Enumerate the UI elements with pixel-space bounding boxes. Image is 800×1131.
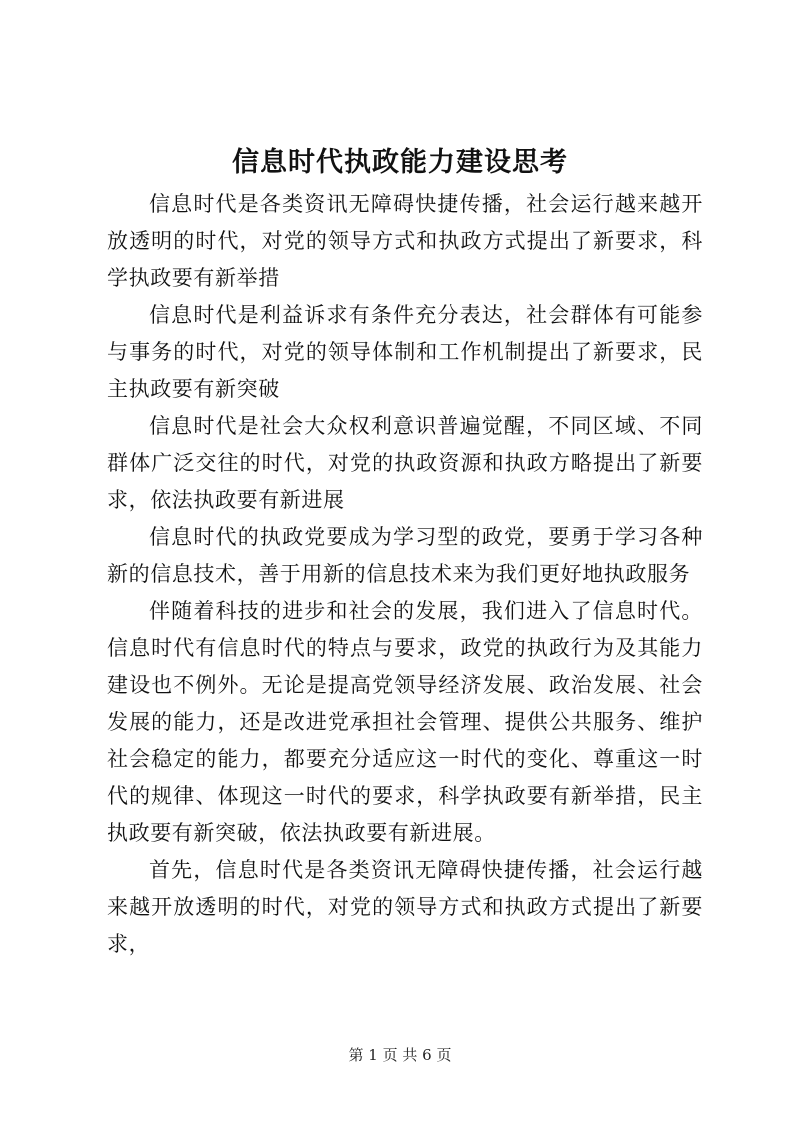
document-title: 信息时代执政能力建设思考 xyxy=(232,147,568,178)
paragraph: 伴随着科技的进步和社会的发展，我们进入了信息时代。信息时代有信息时代的特点与要求，政党的执政行为及其能力建设也不例外。无论是提高党领导经济发展、政治发展、社会发展的能力，还是改进党承担社会管理、提供公共服务、维护社会稳定的能力，都要充分适应这一时代的变化、尊重这一时代的规律、体现这一时代的要求，科学执政要有新举措，民主执政要有新突破，依法执政要有新进展。 xyxy=(107,599,703,845)
paragraph: 信息时代是各类资讯无障碍快捷传播，社会运行越来越开放透明的时代，对党的领导方式和执政方式提出了新要求，科学执政要有新举措 xyxy=(107,192,703,290)
paragraph: 信息时代是社会大众权利意识普遍觉醒，不同区域、不同群体广泛交往的时代，对党的执政资源和执政方略提出了新要求，依法执政要有新进展 xyxy=(107,414,703,512)
paragraph: 信息时代的执政党要成为学习型的政党，要勇于学习各种新的信息技术，善于用新的信息技术来为我们更好地执政服务 xyxy=(107,525,703,586)
page-number-footer: 第 1 页 共 6 页 xyxy=(348,1046,452,1064)
document-body xyxy=(107,186,703,963)
paragraph: 首先，信息时代是各类资讯无障碍快捷传播，社会运行越来越开放透明的时代，对党的领导方式和执政方式提出了新要求， xyxy=(107,858,703,956)
paragraph: 信息时代是利益诉求有条件充分表达，社会群体有可能参与事务的时代，对党的领导体制和工作机制提出了新要求，民主执政要有新突破 xyxy=(107,303,703,401)
